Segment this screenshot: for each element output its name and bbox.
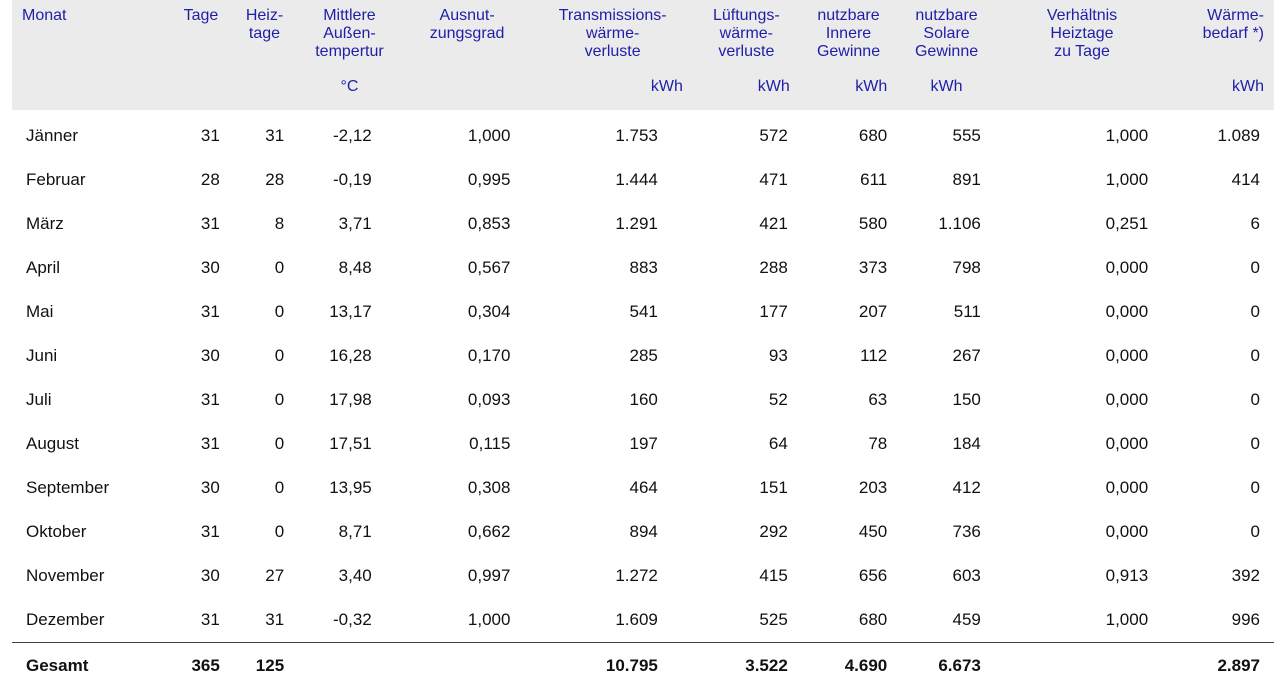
cell-ausnutzungsgrad: 1,000 [402,110,533,158]
cell-monat: Dezember [12,598,170,643]
total-label: Gesamt [12,643,170,689]
cell-innere-gewinne: 656 [800,554,897,598]
header-heiztage: Heiz- tage [232,0,297,78]
cell-innere-gewinne: 450 [800,510,897,554]
cell-verhaeltnis: 0,000 [996,378,1168,422]
cell-ausnutzungsgrad: 0,170 [402,334,533,378]
cell-innere-gewinne: 611 [800,158,897,202]
cell-solare-gewinne: 150 [897,378,996,422]
table-row [12,378,1274,422]
cell-heiztage: 8 [232,202,297,246]
table-row [12,466,1274,510]
cell-solare-gewinne: 555 [897,110,996,158]
cell-verhaeltnis: 0,000 [996,510,1168,554]
cell-ausnutzungsgrad: 0,304 [402,290,533,334]
cell-innere-gewinne: 112 [800,334,897,378]
cell-heiztage: 28 [232,158,297,202]
cell-heiztage: 0 [232,378,297,422]
cell-lueftung: 292 [693,510,800,554]
cell-tage: 31 [170,510,232,554]
cell-transmission: 1.291 [532,202,692,246]
table-body [12,110,1274,643]
cell-waermebedarf: 0 [1168,334,1274,378]
cell-solare-gewinne: 511 [897,290,996,334]
total-waermebedarf: 2.897 [1168,643,1274,689]
cell-heiztage: 0 [232,422,297,466]
cell-waermebedarf: 0 [1168,510,1274,554]
cell-temperatur: 3,71 [297,202,402,246]
cell-solare-gewinne: 267 [897,334,996,378]
cell-monat: April [12,246,170,290]
cell-temperatur: 13,95 [297,466,402,510]
cell-verhaeltnis: 0,913 [996,554,1168,598]
cell-ausnutzungsgrad: 0,995 [402,158,533,202]
cell-heiztage: 0 [232,290,297,334]
cell-temperatur: 16,28 [297,334,402,378]
cell-tage: 31 [170,598,232,643]
cell-waermebedarf: 0 [1168,422,1274,466]
cell-monat: September [12,466,170,510]
header-innere-gewinne: nutzbare Innere Gewinne [800,0,897,78]
cell-monat: März [12,202,170,246]
cell-lueftung: 415 [693,554,800,598]
cell-solare-gewinne: 603 [897,554,996,598]
header-unit-empty [12,78,170,110]
cell-temperatur: 13,17 [297,290,402,334]
cell-waermebedarf: 0 [1168,290,1274,334]
total-verhaeltnis [996,643,1168,689]
header-transmission: Transmissions- wärme- verluste [532,0,692,78]
cell-lueftung: 525 [693,598,800,643]
header-verhaeltnis: Verhältnis Heiztage zu Tage [996,0,1168,78]
cell-transmission: 197 [532,422,692,466]
cell-lueftung: 177 [693,290,800,334]
cell-solare-gewinne: 891 [897,158,996,202]
cell-verhaeltnis: 1,000 [996,598,1168,643]
cell-ausnutzungsgrad: 0,997 [402,554,533,598]
table-header [12,0,1274,110]
cell-transmission: 894 [532,510,692,554]
header-lueftung: Lüftungs- wärme- verluste [693,0,800,78]
header-monat: Monat [12,0,170,78]
cell-transmission: 883 [532,246,692,290]
cell-tage: 28 [170,158,232,202]
cell-transmission: 1.444 [532,158,692,202]
table-row [12,202,1274,246]
cell-waermebedarf: 1.089 [1168,110,1274,158]
unit-temperatur: °C [297,78,402,110]
cell-ausnutzungsgrad: 0,567 [402,246,533,290]
header-unit-empty [996,78,1168,110]
cell-heiztage: 31 [232,110,297,158]
cell-lueftung: 93 [693,334,800,378]
cell-tage: 30 [170,554,232,598]
cell-monat: Mai [12,290,170,334]
total-heiztage: 125 [232,643,297,689]
cell-verhaeltnis: 0,000 [996,290,1168,334]
cell-waermebedarf: 6 [1168,202,1274,246]
cell-tage: 31 [170,378,232,422]
heat-demand-table [12,0,1274,689]
cell-verhaeltnis: 0,000 [996,466,1168,510]
cell-solare-gewinne: 1.106 [897,202,996,246]
cell-temperatur: 3,40 [297,554,402,598]
cell-monat: Februar [12,158,170,202]
cell-monat: August [12,422,170,466]
cell-temperatur: 17,98 [297,378,402,422]
total-transmission: 10.795 [532,643,692,689]
cell-transmission: 1.753 [532,110,692,158]
cell-transmission: 541 [532,290,692,334]
cell-transmission: 1.272 [532,554,692,598]
total-ausnutzungsgrad [402,643,533,689]
cell-heiztage: 0 [232,510,297,554]
cell-waermebedarf: 392 [1168,554,1274,598]
table-footer [12,643,1274,689]
unit-transmission: kWh [532,78,692,110]
cell-temperatur: 8,48 [297,246,402,290]
cell-monat: Jänner [12,110,170,158]
total-row [12,643,1274,689]
cell-lueftung: 421 [693,202,800,246]
cell-tage: 30 [170,246,232,290]
unit-innere: kWh [800,78,897,110]
cell-waermebedarf: 0 [1168,378,1274,422]
cell-ausnutzungsgrad: 0,662 [402,510,533,554]
cell-ausnutzungsgrad: 1,000 [402,598,533,643]
header-ausnutzungsgrad: Ausnut- zungsgrad [402,0,533,78]
cell-verhaeltnis: 1,000 [996,110,1168,158]
table-row [12,598,1274,643]
total-lueftung: 3.522 [693,643,800,689]
table-row [12,290,1274,334]
cell-ausnutzungsgrad: 0,093 [402,378,533,422]
cell-innere-gewinne: 207 [800,290,897,334]
cell-solare-gewinne: 798 [897,246,996,290]
cell-verhaeltnis: 0,000 [996,246,1168,290]
cell-tage: 31 [170,202,232,246]
cell-innere-gewinne: 63 [800,378,897,422]
header-unit-empty [232,78,297,110]
cell-tage: 31 [170,290,232,334]
header-tage: Tage [170,0,232,78]
cell-ausnutzungsgrad: 0,115 [402,422,533,466]
table-row [12,334,1274,378]
cell-verhaeltnis: 0,251 [996,202,1168,246]
cell-ausnutzungsgrad: 0,308 [402,466,533,510]
header-unit-empty [402,78,533,110]
cell-tage: 31 [170,422,232,466]
total-innere: 4.690 [800,643,897,689]
cell-solare-gewinne: 412 [897,466,996,510]
cell-temperatur: -2,12 [297,110,402,158]
header-temperatur: Mittlere Außen- tempertur [297,0,402,78]
cell-solare-gewinne: 184 [897,422,996,466]
cell-waermebedarf: 414 [1168,158,1274,202]
cell-innere-gewinne: 680 [800,110,897,158]
cell-innere-gewinne: 203 [800,466,897,510]
table-row [12,246,1274,290]
cell-transmission: 1.609 [532,598,692,643]
cell-lueftung: 288 [693,246,800,290]
cell-innere-gewinne: 373 [800,246,897,290]
cell-monat: Juni [12,334,170,378]
cell-ausnutzungsgrad: 0,853 [402,202,533,246]
total-temperatur [297,643,402,689]
cell-heiztage: 27 [232,554,297,598]
cell-verhaeltnis: 0,000 [996,334,1168,378]
total-tage: 365 [170,643,232,689]
total-solare: 6.673 [897,643,996,689]
cell-innere-gewinne: 680 [800,598,897,643]
cell-innere-gewinne: 580 [800,202,897,246]
cell-verhaeltnis: 1,000 [996,158,1168,202]
cell-lueftung: 471 [693,158,800,202]
cell-lueftung: 572 [693,110,800,158]
cell-heiztage: 0 [232,334,297,378]
cell-verhaeltnis: 0,000 [996,422,1168,466]
cell-waermebedarf: 0 [1168,466,1274,510]
cell-tage: 31 [170,110,232,158]
cell-heiztage: 31 [232,598,297,643]
cell-tage: 30 [170,334,232,378]
cell-monat: Oktober [12,510,170,554]
cell-innere-gewinne: 78 [800,422,897,466]
unit-lueftung: kWh [693,78,800,110]
table-row [12,510,1274,554]
cell-waermebedarf: 996 [1168,598,1274,643]
cell-transmission: 464 [532,466,692,510]
header-unit-empty [170,78,232,110]
cell-heiztage: 0 [232,466,297,510]
cell-tage: 30 [170,466,232,510]
header-waermebedarf: Wärme- bedarf *) [1168,0,1274,78]
cell-lueftung: 52 [693,378,800,422]
unit-solare: kWh [897,78,996,110]
cell-temperatur: -0,32 [297,598,402,643]
cell-temperatur: 8,71 [297,510,402,554]
cell-monat: Juli [12,378,170,422]
cell-heiztage: 0 [232,246,297,290]
cell-lueftung: 151 [693,466,800,510]
cell-monat: November [12,554,170,598]
cell-transmission: 285 [532,334,692,378]
cell-solare-gewinne: 736 [897,510,996,554]
unit-waerme: kWh [1168,78,1274,110]
table-row [12,158,1274,202]
cell-temperatur: -0,19 [297,158,402,202]
header-solare-gewinne: nutzbare Solare Gewinne [897,0,996,78]
cell-lueftung: 64 [693,422,800,466]
cell-waermebedarf: 0 [1168,246,1274,290]
cell-solare-gewinne: 459 [897,598,996,643]
cell-transmission: 160 [532,378,692,422]
table-row [12,110,1274,158]
table-row [12,554,1274,598]
table-row [12,422,1274,466]
cell-temperatur: 17,51 [297,422,402,466]
